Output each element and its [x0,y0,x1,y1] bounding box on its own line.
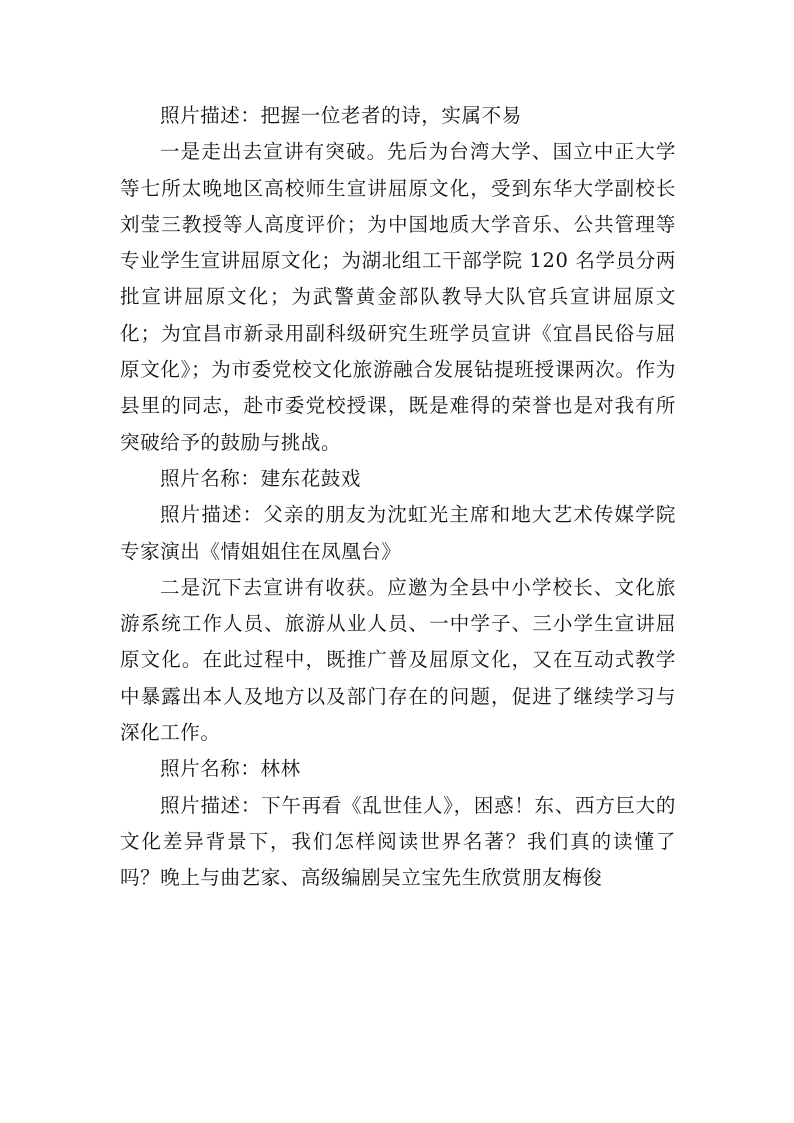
photo-title-2: 照片名称：林林 [160,757,301,781]
photo-description-2: 照片描述：父亲的朋友为沈虹光主席和地大艺术传媒学院专家演出《情姐姐住在凤凰台》 [120,503,676,563]
photo-description-1: 照片描述：把握一位老者的诗，实属不易 [160,104,522,127]
photo-title-1: 照片名称：建东花鼓戏 [160,466,362,490]
section-1-paragraph: 一是走出去宣讲有突破。先后为台湾大学、国立中正大学等七所太晚地区高校师生宣讲屈原文化，受到东华大学副校长刘莹三教授等人高度评价；为中国地质大学音乐、公共管理等专业学生宣讲屈原文化；为湖北组工干部学院 120 名学员分两批宣讲屈原文化；为武警黄金部队教导大队官兵宣讲屈原文化；为宜昌市新录用副科级研究生班学员宣讲《宜昌民俗与屈原文化》；为市委党校文化旅游融合发展钻提班授课两次。作为县里的同志，赴市委党校授课，既是难得的荣誉也是对我有所突破给予的鼓励与挑战。 [120,140,676,454]
photo-description-3: 照片描述：下午再看《乱世佳人》，困惑！东、西方巨大的文化差异背景下，我们怎样阅读世界名著？我们真的读懂了吗？晚上与曲艺家、高级编剧吴立宝先生欣赏朋友梅俊 [120,793,676,890]
section-2-paragraph: 二是沉下去宣讲有收获。应邀为全县中小学校长、文化旅游系统工作人员、旅游从业人员、一中学子、三小学生宣讲屈原文化。在此过程中，既推广普及屈原文化，又在互动式教学中暴露出本人及地方以及部门存在的问题，促进了继续学习与深化工作。 [120,575,676,745]
document-body [120,98,676,897]
